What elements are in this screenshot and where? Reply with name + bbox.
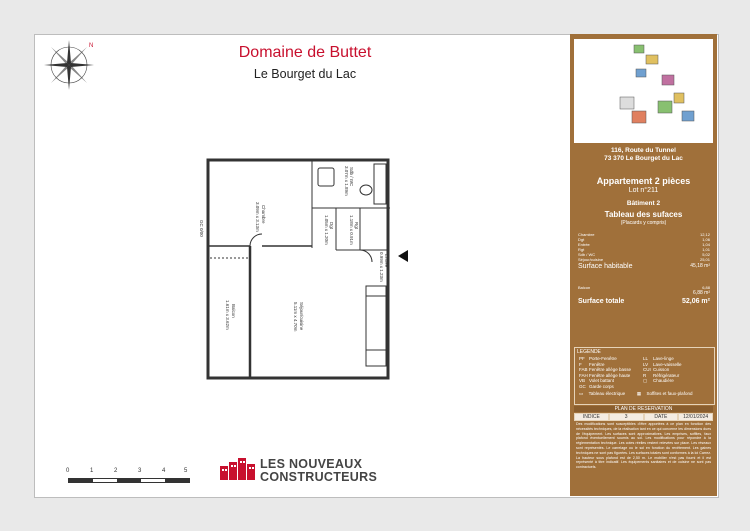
room-label-balcon: Balcon	[231, 304, 236, 318]
legend-item	[575, 391, 714, 397]
legend-key: CUI	[643, 367, 651, 372]
scale-tick: 3	[138, 468, 142, 474]
page-title: Domaine de Buttet	[238, 44, 372, 61]
indice-label: INDICE	[574, 413, 609, 421]
balcon-total-row	[578, 290, 710, 297]
revision-row	[574, 413, 713, 421]
gc-label: GC 0/00	[199, 220, 204, 237]
room-name: Séjour/cuisine	[578, 257, 604, 262]
balcon-value: 6,88	[702, 285, 710, 290]
legend-title: LEGENDE	[577, 349, 601, 355]
surface-table-subtitle: (Placards y compris)	[620, 220, 667, 226]
scale-tick: 5	[184, 468, 188, 474]
address-line-2: 73 370 Le Bourget du Lac	[604, 155, 683, 162]
room-name: Entrée	[578, 242, 590, 247]
legend-value: Fenêtre	[589, 361, 605, 367]
legend-value: Lave-vaisselle	[653, 361, 682, 367]
legend-value: Tableau électrique	[588, 391, 626, 396]
disclaimer-text: Des modifications sont susceptibles d'être apportées à ce plan en fonction des nécessités techniques, de la réalisation tant en ce qui concerne les dimensions dues de l'équipement. Les surfaces sont approximatives. Les emprises, soffites, faux plafond éventuellement soumis au sol. Les modifications pour répondre à la réglementation technique. Les cotes réelles restent relevées sur place. Les réseaux sont représentés. Le carrelage ou le sol en fonction du revêtement. Les gaines techniques ne sont pas figurées. Les surfaces totales sont conformes à la loi Carrez. La hauteur sous plafond est de 2,50 m. Le mobilier n'est pas fourni et il est représenté à titre indicatif. Les équipements sanitaires et de cuisine ne sont pas contractuels.	[576, 422, 711, 470]
room-dim-balcon: 1.61m x 3.62m	[225, 300, 230, 330]
info-panel	[570, 34, 717, 496]
balcon-label: Balcon	[578, 285, 591, 290]
date-value: 12/01/2024	[678, 413, 713, 421]
floor-plan	[190, 150, 420, 380]
surface-habitable-value: 45,18 m²	[690, 263, 710, 269]
room-area: 1,01	[702, 247, 710, 252]
apartment-type: Appartement 2 pièces	[596, 176, 691, 186]
legend-key: F	[579, 361, 582, 367]
room-area: 5,02	[702, 252, 710, 257]
room-label-rgt: Rgt	[354, 222, 359, 230]
room-dim-sejour: 5.11m x 4.70m	[293, 302, 298, 332]
surface-habitable-label: Surface habitable	[578, 263, 633, 270]
svg-text:N: N	[89, 43, 94, 49]
room-label-dgt: Dgt	[329, 222, 334, 230]
legend-value: Garde corps	[589, 383, 614, 389]
room-name: Rgt	[578, 247, 585, 252]
surface-totale-value: 52,06 m²	[681, 298, 710, 305]
room-dim-entree: 0.99m x 1.23m	[379, 252, 384, 282]
address	[570, 147, 717, 163]
room-label-sejour: Séjour/cuisine	[299, 302, 304, 331]
logo-line-2: CONSTRUCTEURS	[260, 470, 378, 484]
surface-totale-label: Surface totale	[578, 298, 625, 305]
legend-item	[639, 378, 703, 384]
electrical-panel-icon: ▭	[579, 391, 584, 396]
legend-item	[575, 384, 639, 390]
address-line-1: 116, Route du Tunnel	[611, 147, 676, 154]
logo-line-1: LES NOUVEAUX	[260, 457, 363, 471]
plan-reservation-title: PLAN DE RESERVATION	[574, 406, 713, 412]
north-arrow-icon	[42, 38, 96, 92]
legend-value: Porte-Fenêtre	[589, 356, 617, 361]
legend-key: R	[643, 372, 647, 378]
legend-key: GC	[579, 383, 586, 389]
soffit-icon: ▦	[636, 391, 642, 396]
indice-value: 3	[609, 413, 644, 421]
surface-totale-row	[578, 297, 710, 306]
legend-key: VB	[579, 378, 586, 383]
legend-value: Volet battant	[589, 378, 615, 383]
room-dim-rgt: 1.18m x 0.91m	[349, 215, 354, 245]
batiment: Bâtiment 2	[626, 200, 661, 207]
scale-tick: 2	[114, 468, 118, 474]
surface-table	[578, 232, 710, 306]
lot-number: Lot n°211	[628, 187, 659, 194]
legend	[574, 347, 715, 405]
room-area: 12,12	[699, 232, 710, 237]
room-dim-dgt: 1.05m x 1.20m	[324, 215, 329, 245]
room-dim-chambre: 3.09m x 3.13m	[255, 202, 260, 232]
legend-key: LV	[643, 361, 649, 367]
legend-value: Chaudière	[653, 378, 674, 383]
legend-key: LL	[643, 356, 649, 361]
room-area: 1,06	[702, 237, 710, 242]
date-label: DATE	[644, 413, 679, 421]
room-dim-sdb: 3.07m x 1.89m	[344, 166, 349, 196]
legend-value: Soffites et faux-plafond	[646, 391, 693, 396]
boiler-icon: ▢	[643, 378, 648, 383]
room-label-sdb: Sdb / WC	[349, 167, 354, 187]
scale-tick: 4	[162, 468, 166, 474]
legend-value: Cuisson	[653, 367, 670, 372]
scale-bar	[66, 470, 186, 484]
room-label-chambre: Chambre	[261, 205, 266, 224]
room-area: 25,01	[699, 257, 710, 262]
surface-table-title: Tableau des sufaces	[604, 210, 683, 219]
scale-bar-graphic	[68, 478, 190, 483]
balcon-total: 6,88 m²	[693, 290, 710, 296]
scale-tick: 0	[66, 468, 70, 474]
room-area: 1,04	[702, 242, 710, 247]
legend-value: Fenêtre allège basse	[589, 367, 632, 372]
legend-key: FAH	[579, 372, 588, 378]
room-label-entree: Entrée	[384, 254, 389, 268]
scale-tick: 1	[90, 468, 94, 474]
legend-value: Fenêtre allège haute	[589, 372, 631, 378]
surface-habitable-row	[578, 262, 710, 271]
page-subtitle: Le Bourget du Lac	[253, 67, 357, 81]
room-name: Chambre	[578, 232, 595, 237]
room-name: Dgt	[578, 237, 585, 242]
company-logo	[220, 456, 390, 486]
room-name: Sdb / WC	[578, 252, 596, 257]
building-location-map	[574, 39, 713, 143]
legend-value: Lave-linge	[653, 356, 674, 361]
legend-key: PF	[579, 356, 585, 361]
legend-key: FAB	[579, 367, 588, 372]
legend-value: Réfrigérateur	[653, 372, 680, 378]
buildings-logo-icon	[220, 458, 256, 480]
